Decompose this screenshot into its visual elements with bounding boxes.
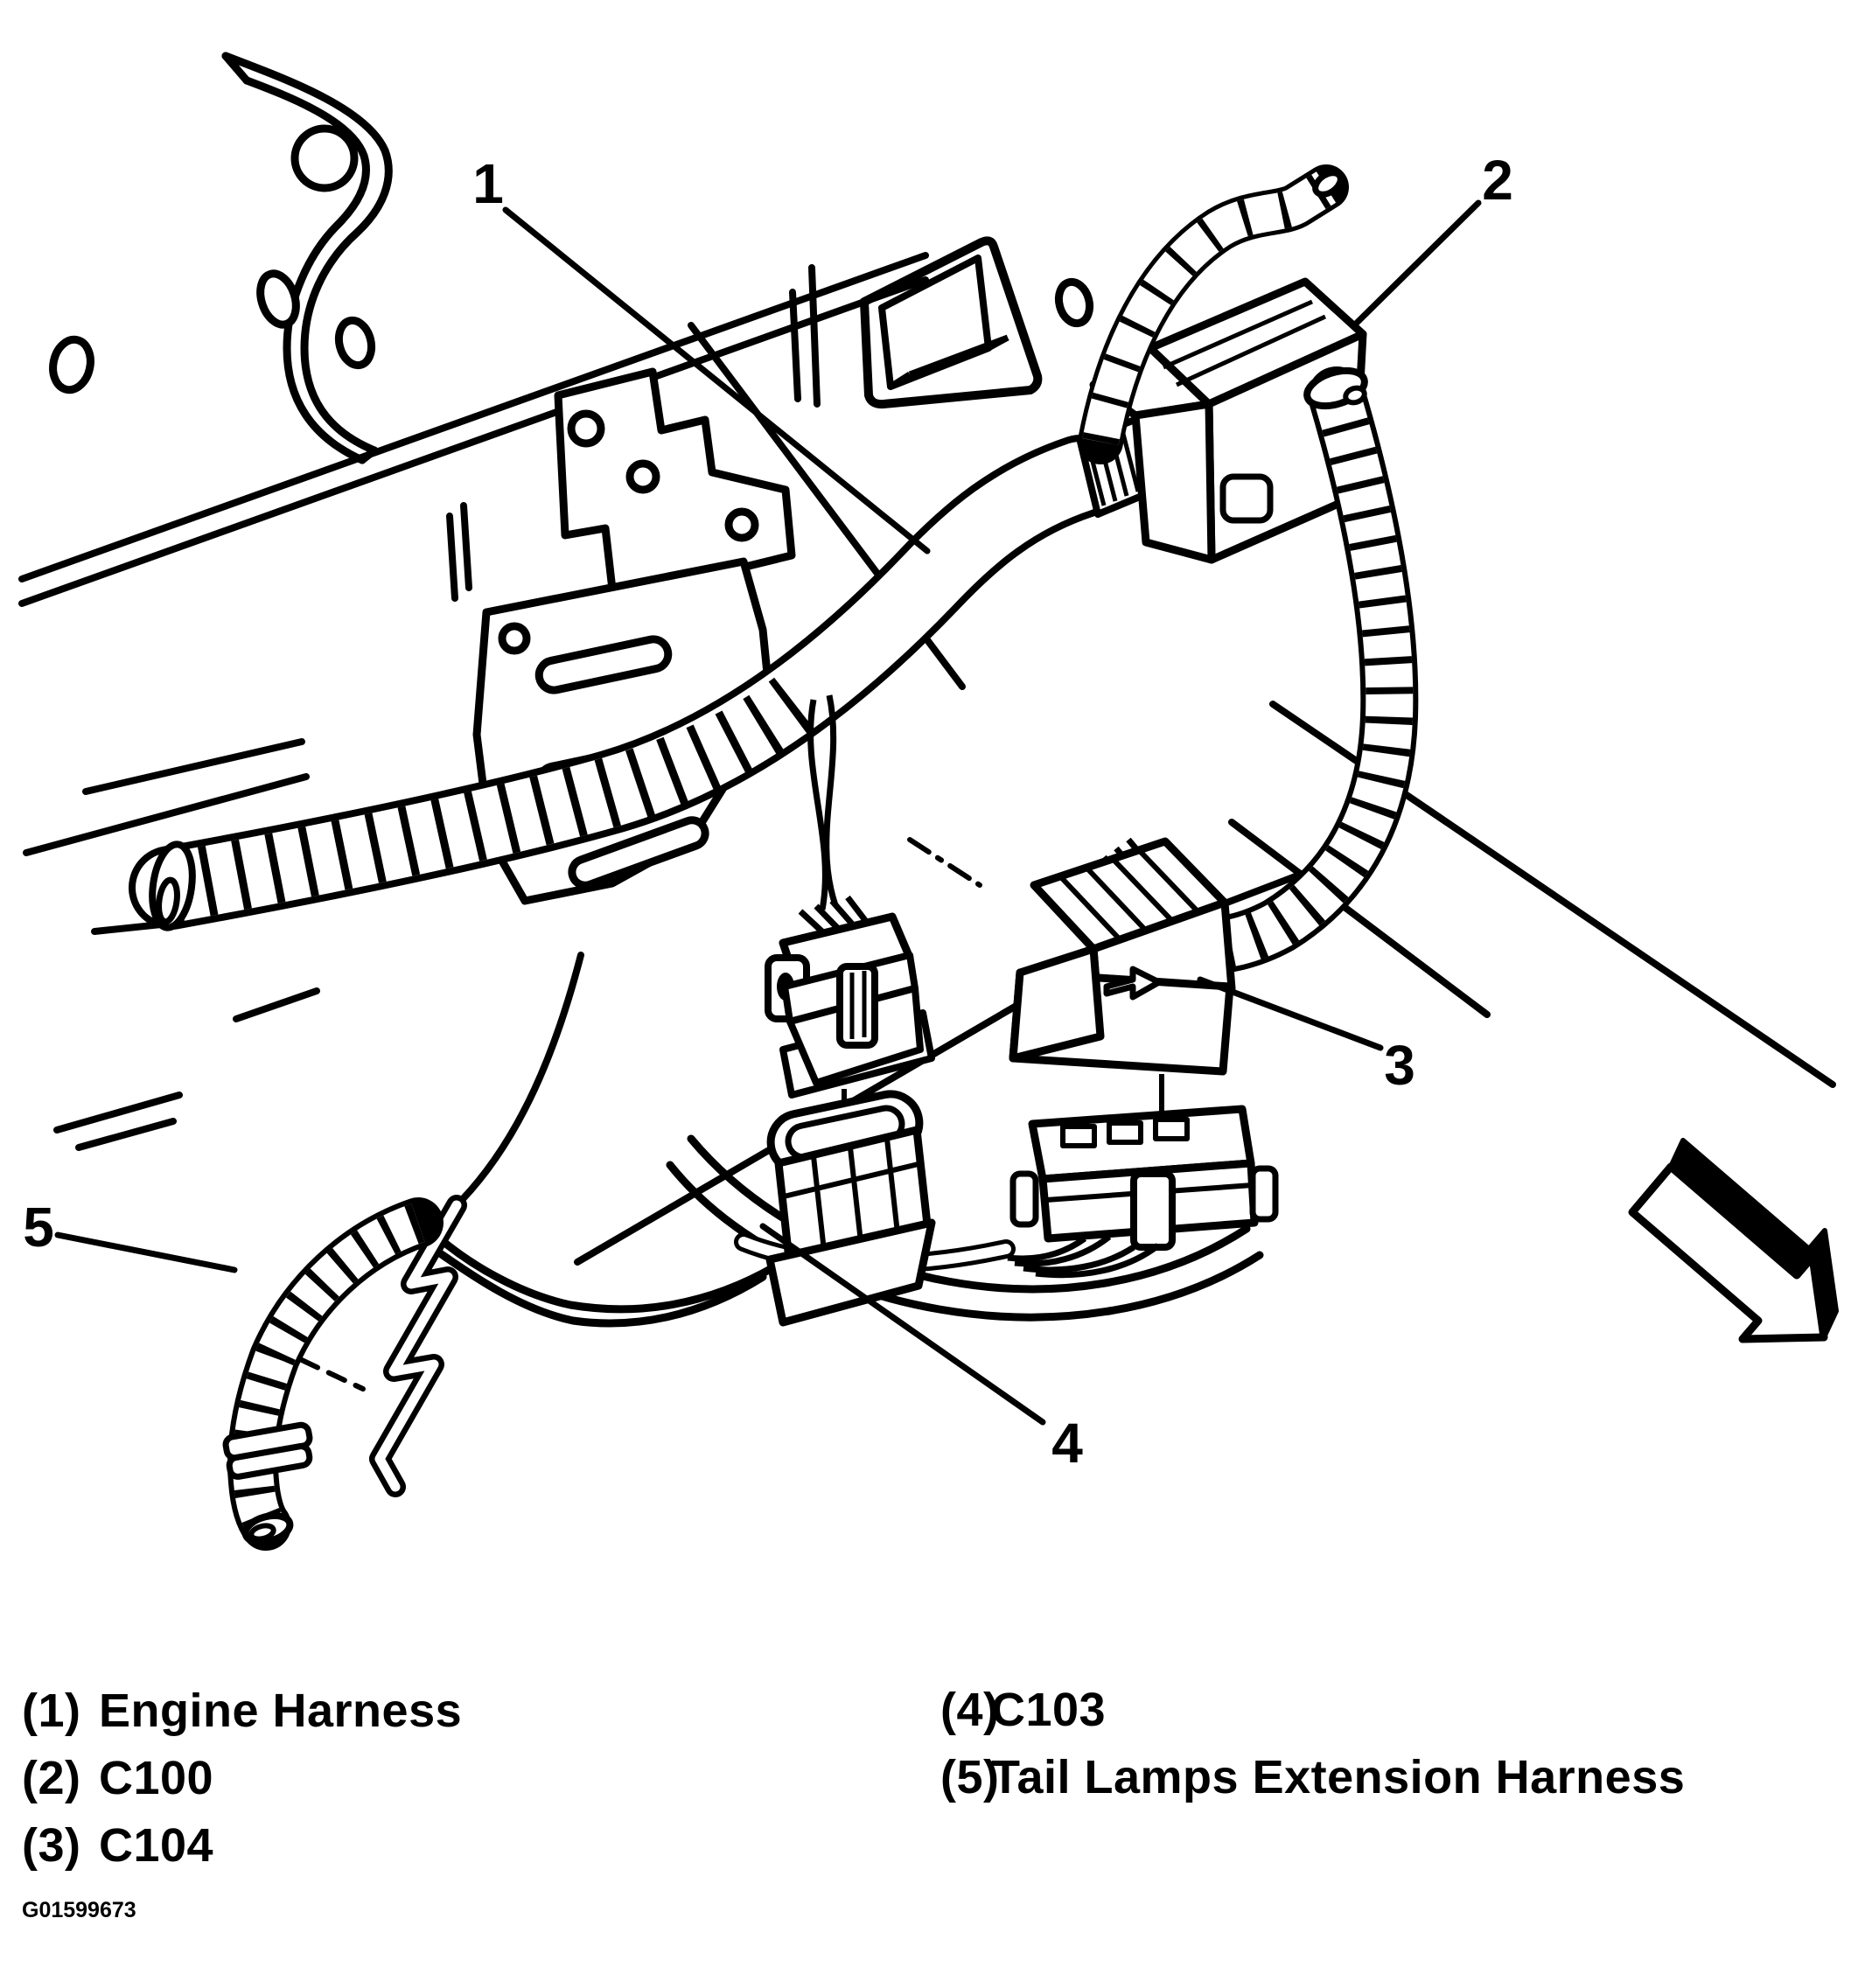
c104-latch [1134, 1174, 1172, 1247]
front-direction-arrow-icon [1632, 1140, 1836, 1339]
twisted-feed-wires [800, 695, 873, 946]
legend-right-column [940, 1683, 1685, 1817]
callout-number: 3 [1384, 1034, 1415, 1097]
legend-label: Engine Harness [99, 1685, 463, 1737]
legend-number: (4) [940, 1684, 1000, 1736]
c103-latch [840, 966, 875, 1045]
callout-number: 1 [472, 152, 504, 215]
callout-number: 5 [23, 1196, 54, 1259]
legend-label: Tail Lamps Extension Harness [991, 1751, 1686, 1803]
tail-lamps-extension-tube [225, 1223, 418, 1546]
legend-number: (1) [22, 1685, 81, 1737]
legend-number: (2) [22, 1752, 81, 1804]
panel-holes [48, 269, 1093, 394]
callout-number: 2 [1482, 149, 1513, 212]
connector-c104-pair [1008, 841, 1275, 1275]
legend-item-tail-lamps [940, 1750, 1685, 1817]
legend-number: (3) [22, 1819, 81, 1872]
connector-c103-pair [765, 695, 932, 1322]
legend-item-engine-harness [22, 1684, 462, 1751]
legend-label: C104 [99, 1819, 214, 1872]
legend-item-c100 [22, 1751, 462, 1818]
callout-number: 4 [1051, 1412, 1083, 1475]
legend-item-c104 [22, 1818, 462, 1886]
body-panel-hook-cutout [226, 56, 388, 460]
legend-label: C103 [991, 1684, 1107, 1736]
legend-item-c103 [940, 1683, 1685, 1750]
legend-number: (5) [940, 1751, 1000, 1803]
figure-id: G01599673 [22, 1898, 136, 1922]
callout-c100 [1354, 149, 1513, 325]
callout-tail-lamps-harness [23, 1196, 234, 1270]
hook-hole [295, 129, 354, 188]
legend-label: C100 [99, 1752, 214, 1804]
legend-left-column [22, 1684, 462, 1886]
